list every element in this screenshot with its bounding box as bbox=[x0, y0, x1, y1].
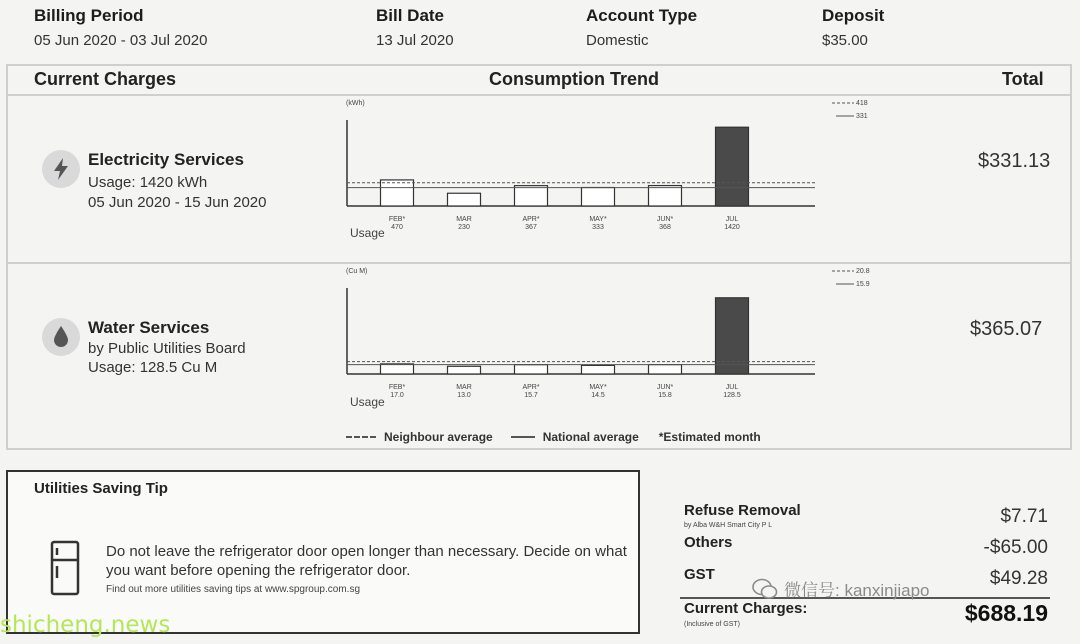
category-label: MAR bbox=[456, 216, 472, 223]
category-label: FEB* bbox=[388, 216, 406, 223]
account-type-label: Account Type bbox=[586, 6, 698, 25]
water-provider: by Public Utilities Board bbox=[88, 340, 246, 357]
electricity-period: 05 Jun 2020 - 15 Jun 2020 bbox=[88, 194, 267, 211]
bar-apr bbox=[515, 365, 548, 374]
category-label: APR* bbox=[522, 216, 540, 223]
total-heading: Total bbox=[1002, 69, 1044, 89]
value-label: 470 bbox=[391, 224, 403, 231]
current-charges-label: Current Charges: bbox=[684, 600, 808, 617]
electricity-chart bbox=[340, 96, 868, 241]
bar-jul bbox=[716, 298, 749, 374]
neighbour-legend-swatch bbox=[346, 436, 376, 438]
deposit-value: $35.00 bbox=[822, 32, 868, 49]
category-label: JUL bbox=[725, 384, 739, 391]
category-label: FEB* bbox=[388, 384, 406, 391]
value-label: 230 bbox=[458, 224, 470, 231]
chart-unit-label: (kWh) bbox=[346, 100, 365, 107]
value-label: 368 bbox=[659, 224, 671, 231]
bar-apr bbox=[515, 186, 548, 206]
bar-mar bbox=[448, 193, 481, 206]
neighbour-average-value: 20.8 bbox=[856, 268, 870, 275]
gst-value: $49.28 bbox=[989, 568, 1048, 589]
chart-legend bbox=[346, 430, 761, 444]
category-label: JUL bbox=[725, 216, 739, 223]
category-label: MAY* bbox=[589, 384, 607, 391]
water-title: Water Services bbox=[88, 318, 210, 337]
current-charges-heading: Current Charges bbox=[34, 69, 177, 89]
gst-label: GST bbox=[684, 566, 715, 583]
consumption-trend-heading: Consumption Trend bbox=[489, 69, 659, 89]
category-label: JUN* bbox=[656, 216, 674, 223]
billing-period-value: 05 Jun 2020 - 03 Jul 2020 bbox=[34, 32, 208, 49]
account-type-value: Domestic bbox=[586, 32, 649, 49]
bar-jun bbox=[649, 365, 682, 374]
value-label: 367 bbox=[525, 224, 537, 231]
electricity-amount: $331.13 bbox=[978, 150, 1051, 172]
bar-may bbox=[582, 365, 615, 374]
estimated-legend-label: *Estimated month bbox=[658, 430, 761, 444]
saving-tip-text: Do not leave the refrigerator door open longer than necessary. Decide on what you want before opening the refrigerator door. bbox=[106, 543, 627, 579]
billing-period-label: Billing Period bbox=[34, 6, 144, 25]
chart-unit-label: (Cu M) bbox=[346, 268, 368, 275]
current-charges-value: $688.19 bbox=[964, 600, 1048, 626]
others-value: -$65.00 bbox=[983, 537, 1048, 558]
category-label: MAY* bbox=[589, 216, 607, 223]
value-label: 128.5 bbox=[723, 392, 741, 399]
electricity-usage-row-label: Usage bbox=[350, 226, 385, 240]
refrigerator-icon bbox=[50, 540, 80, 601]
bar-feb bbox=[381, 364, 414, 374]
category-label: APR* bbox=[522, 384, 540, 391]
national-average-value: 331 bbox=[856, 113, 868, 120]
neighbour-legend-label: Neighbour average bbox=[384, 430, 493, 444]
refuse-removal-sub: by Alba W&H Smart City P L bbox=[684, 522, 773, 529]
value-label: 14.5 bbox=[591, 392, 605, 399]
water-amount: $365.07 bbox=[970, 318, 1043, 340]
site-watermark: shicheng.news bbox=[0, 612, 171, 638]
bill-date-label: Bill Date bbox=[376, 6, 445, 25]
water-usage: Usage: 128.5 Cu M bbox=[88, 359, 218, 376]
electricity-usage: Usage: 1420 kWh bbox=[88, 174, 208, 191]
wechat-watermark-text: 微信号: kanxinjiapo bbox=[784, 581, 930, 600]
bar-may bbox=[582, 188, 615, 206]
water-usage-row-label: Usage bbox=[350, 395, 385, 409]
category-label: JUN* bbox=[656, 384, 674, 391]
current-charges-sub: (Inclusive of GST) bbox=[684, 621, 741, 628]
wechat-watermark bbox=[752, 576, 930, 601]
bar-feb bbox=[381, 180, 414, 206]
electricity-title: Electricity Services bbox=[88, 150, 244, 169]
value-label: 333 bbox=[592, 224, 604, 231]
bill-date-value: 13 Jul 2020 bbox=[376, 32, 454, 49]
water-drop-icon bbox=[42, 318, 80, 356]
bar-mar bbox=[448, 366, 481, 374]
lightning-icon bbox=[42, 150, 80, 188]
value-label: 13.0 bbox=[457, 392, 471, 399]
bar-jun bbox=[649, 186, 682, 206]
deposit-label: Deposit bbox=[822, 6, 885, 25]
refuse-removal-label: Refuse Removal bbox=[684, 502, 801, 519]
saving-tip-link[interactable]: Find out more utilities saving tips at www.spgroup.com.sg bbox=[106, 584, 360, 595]
wechat-icon bbox=[752, 578, 778, 600]
national-average-value: 15.9 bbox=[856, 281, 870, 288]
neighbour-average-value: 418 bbox=[856, 100, 868, 107]
national-legend-label: National average bbox=[542, 430, 639, 444]
value-label: 15.7 bbox=[524, 392, 538, 399]
value-label: 1420 bbox=[724, 224, 740, 231]
water-chart bbox=[340, 264, 870, 409]
bar-jul bbox=[716, 127, 749, 206]
saving-tip-title: Utilities Saving Tip bbox=[34, 480, 168, 497]
value-label: 17.0 bbox=[390, 392, 404, 399]
value-label: 15.8 bbox=[658, 392, 672, 399]
others-label: Others bbox=[684, 534, 733, 551]
category-label: MAR bbox=[456, 384, 472, 391]
refuse-removal-value: $7.71 bbox=[1000, 506, 1048, 527]
national-legend-swatch bbox=[511, 436, 535, 438]
